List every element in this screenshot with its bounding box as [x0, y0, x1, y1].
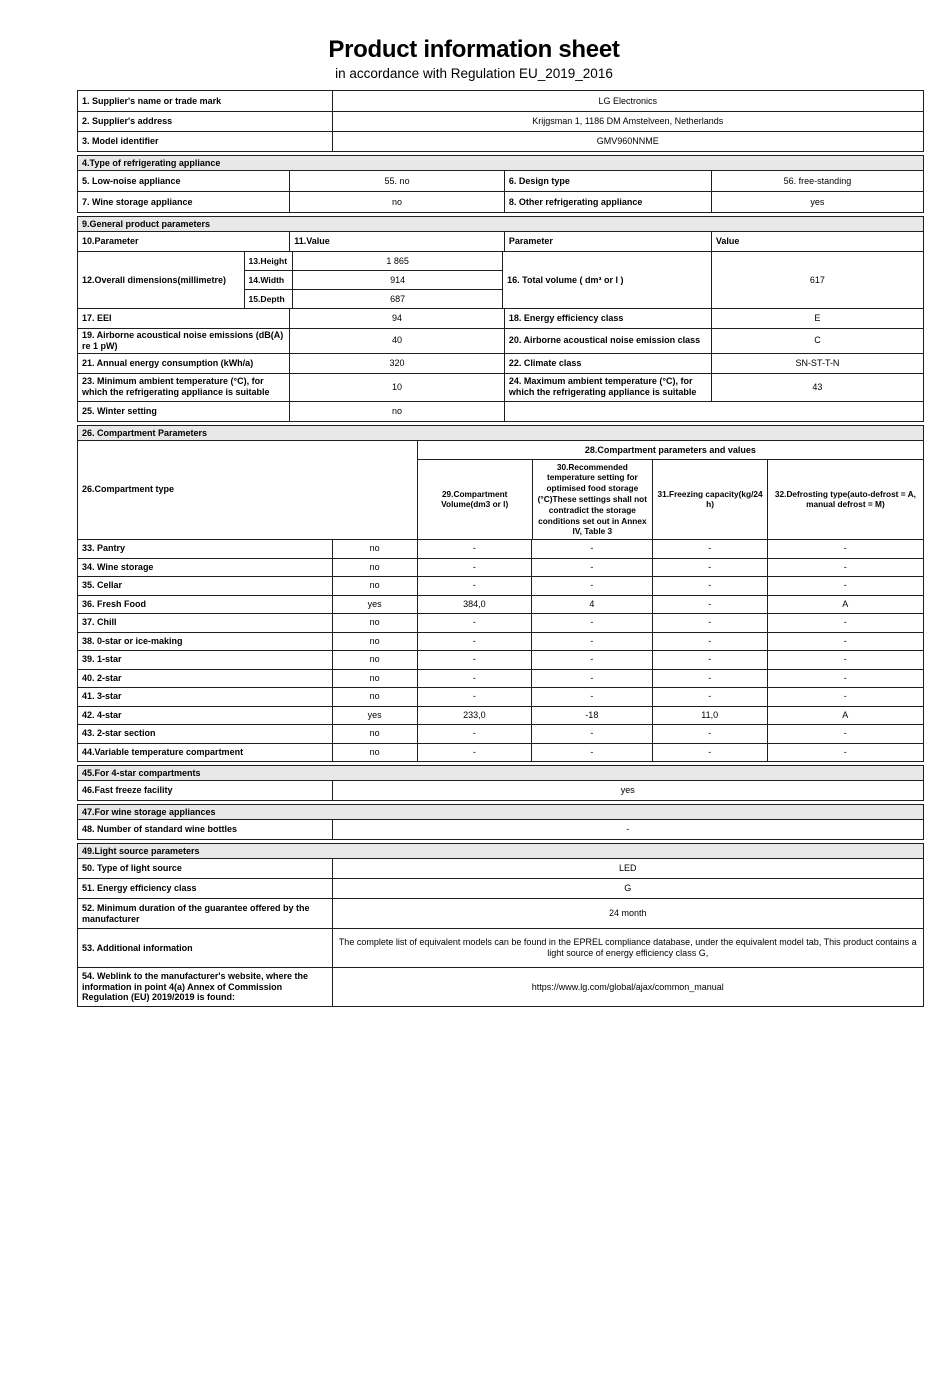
- compartment-volume: -: [417, 559, 531, 577]
- row-label: 3. Model identifier: [82, 136, 159, 147]
- compartment-block: [77, 425, 924, 762]
- row-value: The complete list of equivalent models can be found in the EPREL compliance database, under the equivalent model tab, This product contains a light source of energy efficiency class G,: [332, 929, 924, 967]
- row-value: 56. free-standing: [711, 171, 923, 191]
- compartment-freezing: -: [652, 633, 767, 651]
- row-value: Krijgsman 1, 1186 DM Amstelveen, Netherlands: [332, 112, 924, 131]
- column-header-temperature: 30.Recommended temperature setting for optimised food storage (°C)These settings shall not contradict the storage conditions set out in Annex IV, Table 3: [532, 460, 653, 539]
- row-label: 6. Design type: [504, 171, 711, 191]
- compartment-freezing: -: [652, 577, 767, 595]
- compartment-volume: -: [417, 744, 531, 762]
- compartment-present: no: [332, 559, 417, 577]
- compartment-temp: -: [531, 725, 652, 743]
- row-additional-information: [78, 928, 923, 967]
- row-value: 40: [289, 329, 504, 353]
- compartment-defrost: -: [767, 577, 923, 595]
- row-label: 12.Overall dimensions(millimetre): [82, 274, 227, 285]
- row-label: 24. Maximum ambient temperature (°C), for which the refrigerating appliance is suitable: [504, 374, 711, 401]
- compartment-defrost: -: [767, 540, 923, 558]
- compartment-volume: 384,0: [417, 596, 531, 614]
- sub-row-height: [245, 252, 502, 270]
- compartment-name: 36. Fresh Food: [82, 598, 147, 609]
- row-label: 16. Total volume ( dm³ or l ): [502, 252, 711, 308]
- row-label: 48. Number of standard wine bottles: [82, 824, 238, 835]
- empty-cell: [504, 402, 923, 421]
- product-info-table: [77, 90, 924, 1007]
- compartment-defrost: -: [767, 744, 923, 762]
- compartment-defrost: -: [767, 614, 923, 632]
- section-header-wine: 47.For wine storage appliances: [78, 805, 923, 819]
- compartment-volume: -: [417, 540, 531, 558]
- row-value: 94: [289, 309, 504, 328]
- row-value: 10: [289, 374, 504, 401]
- compartment-present: yes: [332, 596, 417, 614]
- row-label: 5. Low-noise appliance: [82, 175, 181, 186]
- row-low-noise-design-type: [78, 170, 923, 191]
- compartment-volume: -: [417, 688, 531, 706]
- row-label: 23. Minimum ambient temperature (°C), for which the refrigerating appliance is suitable: [82, 376, 270, 398]
- section-header-general: 9.General product parameters: [78, 217, 923, 231]
- compartment-freezing: -: [652, 725, 767, 743]
- sub-label: 13.Height: [248, 256, 288, 266]
- compartment-row: [78, 558, 923, 577]
- sub-value: 914: [292, 271, 502, 289]
- row-value: 24 month: [332, 899, 924, 928]
- compartment-temp: 4: [531, 596, 652, 614]
- row-light-efficiency-class: [78, 878, 923, 898]
- compartment-name: 37. Chill: [82, 617, 117, 628]
- compartment-temp: -18: [531, 707, 652, 725]
- sub-value: 687: [292, 290, 502, 308]
- params-and-values-header: 28.Compartment parameters and values: [418, 441, 923, 460]
- row-value: 43: [711, 374, 923, 401]
- row-eei-class: [78, 308, 923, 328]
- row-value: GMV960NNME: [332, 132, 924, 151]
- compartment-row: [78, 650, 923, 669]
- row-value: yes: [332, 781, 924, 800]
- row-value: E: [711, 309, 923, 328]
- compartment-defrost: -: [767, 633, 923, 651]
- manufacturer-weblink[interactable]: https://www.lg.com/global/ajax/common_manual: [332, 968, 924, 1006]
- compartment-present: no: [332, 688, 417, 706]
- compartment-name: 33. Pantry: [82, 543, 126, 554]
- compartment-present: no: [332, 633, 417, 651]
- compartment-present: no: [332, 614, 417, 632]
- row-energy-climate: [78, 353, 923, 373]
- row-value: 55. no: [289, 171, 504, 191]
- compartment-volume: -: [417, 577, 531, 595]
- row-model-identifier: [78, 131, 923, 151]
- row-supplier-address: [78, 111, 923, 131]
- section-header-type: 4.Type of refrigerating appliance: [78, 156, 923, 170]
- row-supplier-name: [78, 91, 923, 111]
- row-wine-bottles: [78, 819, 923, 839]
- compartment-present: no: [332, 577, 417, 595]
- compartment-present: no: [332, 725, 417, 743]
- sub-label: 14.Width: [248, 275, 285, 285]
- column-header: 11.Value: [289, 232, 504, 251]
- compartment-volume: -: [417, 633, 531, 651]
- row-label: 18. Energy efficiency class: [504, 309, 711, 328]
- row-winter-setting: [78, 401, 923, 421]
- column-header: Parameter: [504, 232, 711, 251]
- compartment-temp: -: [531, 577, 652, 595]
- row-value: no: [289, 402, 504, 421]
- general-parameters-block: [77, 216, 924, 422]
- compartment-row: [78, 687, 923, 706]
- compartment-name: 38. 0-star or ice-making: [82, 635, 183, 646]
- compartment-temp: -: [531, 670, 652, 688]
- row-label: 17. EEI: [82, 313, 112, 324]
- compartment-row: [78, 706, 923, 725]
- compartment-volume: 233,0: [417, 707, 531, 725]
- compartment-present: no: [332, 744, 417, 762]
- row-light-source-type: [78, 858, 923, 878]
- compartment-name: 40. 2-star: [82, 672, 122, 683]
- sub-row-width: [245, 270, 502, 289]
- row-value: LG Electronics: [332, 91, 924, 111]
- row-value: 617: [711, 252, 923, 308]
- params-column-headers: [418, 460, 923, 539]
- section-header-compartment: 26. Compartment Parameters: [78, 426, 923, 440]
- row-label: 7. Wine storage appliance: [82, 196, 193, 207]
- row-label: 19. Airborne acoustical noise emissions (dB(A) re 1 pW): [82, 330, 284, 351]
- column-header-row: [78, 231, 923, 251]
- row-guarantee-duration: [78, 898, 923, 928]
- compartment-defrost: -: [767, 688, 923, 706]
- column-header: 10.Parameter: [82, 236, 139, 247]
- compartment-freezing: -: [652, 651, 767, 669]
- row-label: 2. Supplier's address: [82, 116, 173, 127]
- compartment-name: 34. Wine storage: [82, 561, 154, 572]
- compartment-freezing: -: [652, 596, 767, 614]
- compartment-present: no: [332, 670, 417, 688]
- compartment-row: [78, 743, 923, 762]
- column-header-freezing: 31.Freezing capacity(kg/24 h): [652, 460, 767, 539]
- row-fast-freeze: [78, 780, 923, 800]
- compartment-params-header: [417, 441, 923, 539]
- row-label: 20. Airborne acoustical noise emission class: [504, 329, 711, 353]
- wine-storage-block: [77, 804, 924, 840]
- compartment-row: [78, 595, 923, 614]
- compartment-present: no: [332, 651, 417, 669]
- dimension-sub-table: [244, 252, 502, 308]
- row-label: 46.Fast freeze facility: [82, 785, 173, 796]
- compartment-row: [78, 632, 923, 651]
- row-weblink: [78, 967, 923, 1006]
- row-value: -: [332, 820, 924, 839]
- page-title: Product information sheet: [328, 36, 620, 63]
- column-header: Value: [711, 232, 923, 251]
- compartment-volume: -: [417, 614, 531, 632]
- compartment-temp: -: [531, 540, 652, 558]
- compartment-freezing: -: [652, 744, 767, 762]
- row-label: 50. Type of light source: [82, 863, 182, 874]
- row-value: yes: [711, 192, 923, 212]
- row-value: no: [289, 192, 504, 212]
- row-value: LED: [332, 859, 924, 878]
- sub-label: 15.Depth: [248, 294, 285, 304]
- row-value: C: [711, 329, 923, 353]
- row-noise-emissions: [78, 328, 923, 353]
- row-value: G: [332, 879, 924, 898]
- compartment-row: [78, 613, 923, 632]
- compartment-volume: -: [417, 725, 531, 743]
- column-header-volume: 29.Compartment Volume(dm3 or l): [441, 488, 509, 510]
- column-header-defrosting: 32.Defrosting type(auto-defrost = A, manual defrost = M): [767, 460, 923, 539]
- row-label: 22. Climate class: [504, 354, 711, 373]
- compartment-freezing: -: [652, 688, 767, 706]
- sub-value: 1 865: [292, 252, 502, 270]
- compartment-type-header: 26.Compartment type: [82, 484, 175, 495]
- compartment-row: [78, 539, 923, 558]
- row-ambient-temperature: [78, 373, 923, 401]
- four-star-block: [77, 765, 924, 801]
- compartment-present: no: [332, 540, 417, 558]
- sub-row-depth: [245, 289, 502, 308]
- compartment-volume: -: [417, 670, 531, 688]
- compartment-freezing: -: [652, 670, 767, 688]
- compartment-freezing: -: [652, 559, 767, 577]
- compartment-temp: -: [531, 744, 652, 762]
- section-header-light: 49.Light source parameters: [78, 844, 923, 858]
- compartment-row: [78, 724, 923, 743]
- appliance-type-block: [77, 155, 924, 213]
- light-source-block: [77, 843, 924, 1007]
- row-label: 1. Supplier's name or trade mark: [82, 95, 222, 106]
- compartment-defrost: -: [767, 725, 923, 743]
- supplier-block: [77, 90, 924, 152]
- row-overall-dimensions: [78, 251, 923, 308]
- compartment-freezing: -: [652, 614, 767, 632]
- row-value: SN-ST-T-N: [711, 354, 923, 373]
- row-label: 52. Minimum duration of the guarantee offered by the manufacturer: [82, 902, 310, 924]
- compartment-name: 41. 3-star: [82, 691, 122, 702]
- compartment-name: 42. 4-star: [82, 709, 122, 720]
- compartment-header-row: [78, 440, 923, 539]
- compartment-temp: -: [531, 614, 652, 632]
- compartment-name: 39. 1-star: [82, 654, 122, 665]
- section-header-four-star: 45.For 4-star compartments: [78, 766, 923, 780]
- compartment-defrost: -: [767, 559, 923, 577]
- compartment-name: 44.Variable temperature compartment: [82, 746, 244, 757]
- compartment-defrost: -: [767, 670, 923, 688]
- row-label: 53. Additional information: [82, 942, 193, 953]
- compartment-temp: -: [531, 633, 652, 651]
- compartment-temp: -: [531, 651, 652, 669]
- row-wine-storage-other: [78, 191, 923, 212]
- compartment-defrost: A: [767, 596, 923, 614]
- row-label: 8. Other refrigerating appliance: [504, 192, 711, 212]
- compartment-freezing: 11,0: [652, 707, 767, 725]
- compartment-row: [78, 669, 923, 688]
- compartment-name: 35. Cellar: [82, 580, 123, 591]
- compartment-freezing: -: [652, 540, 767, 558]
- compartment-volume: -: [417, 651, 531, 669]
- row-label: 25. Winter setting: [82, 405, 157, 416]
- compartment-row: [78, 576, 923, 595]
- compartment-present: yes: [332, 707, 417, 725]
- row-label: 51. Energy efficiency class: [82, 883, 197, 894]
- compartment-defrost: -: [767, 651, 923, 669]
- compartment-name: 43. 2-star section: [82, 728, 156, 739]
- page-subtitle: in accordance with Regulation EU_2019_2016: [335, 66, 613, 81]
- row-label: 54. Weblink to the manufacturer's website, where the information in point 4(a) Annex of Commission Regulation (EU) 2019/2019 is found:: [82, 970, 309, 1003]
- compartment-defrost: A: [767, 707, 923, 725]
- compartment-temp: -: [531, 559, 652, 577]
- compartment-temp: -: [531, 688, 652, 706]
- row-value: 320: [289, 354, 504, 373]
- row-label: 21. Annual energy consumption (kWh/a): [82, 357, 254, 368]
